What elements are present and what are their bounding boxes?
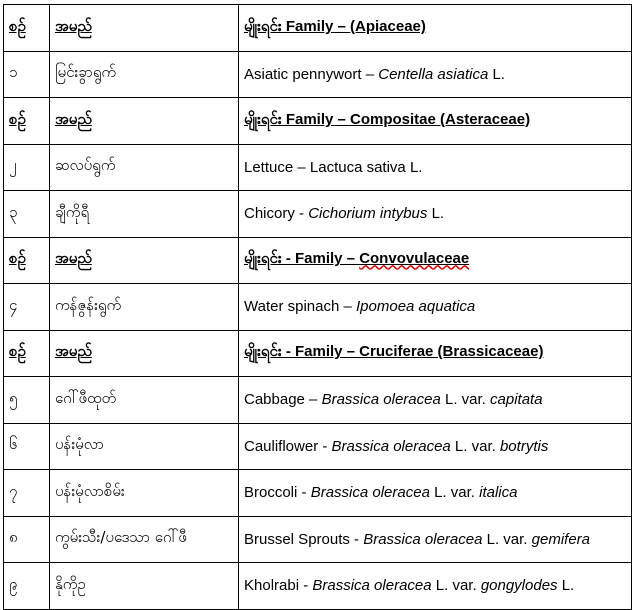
table-header-row [4, 237, 632, 284]
author-var: L. var. [450, 437, 500, 455]
row-species [239, 423, 632, 470]
row-myanmar-name: မြင်းခွာရွက် [50, 51, 239, 98]
row-species [239, 470, 632, 517]
author-var: L. var. [429, 484, 480, 502]
scientific-name: Centella asiatica [378, 65, 489, 83]
variety-name: botrytis [499, 437, 549, 455]
table-header-row [4, 5, 632, 52]
variety-name: gongylodes [480, 577, 558, 595]
common-name: Asiatic pennywort – [244, 65, 379, 83]
common-name: Cauliflower - [244, 437, 332, 455]
scientific-name: Ipomoea aquatica [356, 298, 476, 316]
header-no: စဉ် [4, 237, 50, 284]
vegetable-family-table [3, 4, 632, 610]
header-family [239, 237, 632, 284]
row-species [239, 377, 632, 424]
row-myanmar-name: ကန်ဇွန်းရွက် [50, 284, 239, 331]
table-row [4, 284, 632, 331]
row-myanmar-name: ဂေါ်ဖီထုတ် [50, 377, 239, 424]
table-header-row [4, 98, 632, 145]
header-family: မျိုးရင်း - Family – Cruciferae (Brassicaceae) [239, 330, 632, 377]
row-species [239, 144, 632, 191]
scientific-name: Brassica oleracea [321, 391, 441, 409]
common-name: Water spinach – [244, 298, 356, 316]
row-no: ၈ [4, 516, 50, 563]
author: L. [427, 205, 445, 223]
row-myanmar-name: ချီကိုရီ [50, 191, 239, 238]
variety-name: italica [479, 484, 518, 502]
row-no: ၅ [4, 377, 50, 424]
common-name: Kholrabi - [244, 577, 313, 595]
variety-name: gemifera [531, 530, 591, 548]
row-no: ၉ [4, 563, 50, 610]
row-myanmar-name: နိုကိုဥ [50, 563, 239, 610]
row-species [239, 51, 632, 98]
header-no: စဉ် [4, 330, 50, 377]
table-row [4, 516, 632, 563]
author-var: L. var. [440, 391, 491, 409]
table-row [4, 470, 632, 517]
row-myanmar-name: ပန်းမုံလာ [50, 423, 239, 470]
common-name: Cabbage – [244, 391, 322, 409]
variety-name: capitata [490, 391, 543, 409]
scientific-name: Brassica oleracea [363, 530, 483, 548]
author-var: L. var. [431, 577, 481, 595]
header-family: မျိုးရင်း Family – Compositae (Asteraceae) [239, 98, 632, 145]
common-name: Broccoli - [244, 484, 311, 502]
table-row [4, 423, 632, 470]
scientific-name: Brassica oleracea [312, 577, 432, 595]
author: L. [557, 577, 575, 595]
header-no: စဉ် [4, 5, 50, 52]
table-row [4, 377, 632, 424]
row-no: ၄ [4, 284, 50, 331]
row-no: ၆ [4, 423, 50, 470]
row-no: ၇ [4, 470, 50, 517]
row-myanmar-name: ကွမ်းသီး/ပဒေသာ ဂေါ်ဖီ [50, 516, 239, 563]
table-row [4, 191, 632, 238]
row-species [239, 284, 632, 331]
row-species [239, 563, 632, 610]
header-family-prefix: မျိုးရင်း - Family – [244, 250, 360, 268]
header-no: စဉ် [4, 98, 50, 145]
header-family: မျိုးရင်း Family – (Apiaceae) [239, 5, 632, 52]
row-myanmar-name: ဆလပ်ရွက် [50, 144, 239, 191]
header-name: အမည် [50, 5, 239, 52]
table-header-row [4, 330, 632, 377]
row-no: ၂ [4, 144, 50, 191]
scientific-name: Brassica oleracea [310, 484, 430, 502]
common-name: Chicory - [244, 205, 309, 223]
header-family-spellcheck: Convovulaceae [359, 250, 470, 268]
author-var: L. var. [482, 530, 532, 548]
row-no: ၁ [4, 51, 50, 98]
row-species [239, 191, 632, 238]
table-row [4, 563, 632, 610]
scientific-name: Cichorium intybus [308, 205, 428, 223]
common-name: Brussel Sprouts - [244, 530, 364, 548]
table-row [4, 51, 632, 98]
common-name: Lettuce – Lactuca sativa L. [244, 158, 423, 176]
row-no: ၃ [4, 191, 50, 238]
header-name: အမည် [50, 237, 239, 284]
scientific-name: Brassica oleracea [331, 437, 451, 455]
header-name: အမည် [50, 330, 239, 377]
row-species [239, 516, 632, 563]
author: L. [488, 65, 505, 83]
row-myanmar-name: ပန်းမုံလာစိမ်း [50, 470, 239, 517]
header-name: အမည် [50, 98, 239, 145]
table-row [4, 144, 632, 191]
